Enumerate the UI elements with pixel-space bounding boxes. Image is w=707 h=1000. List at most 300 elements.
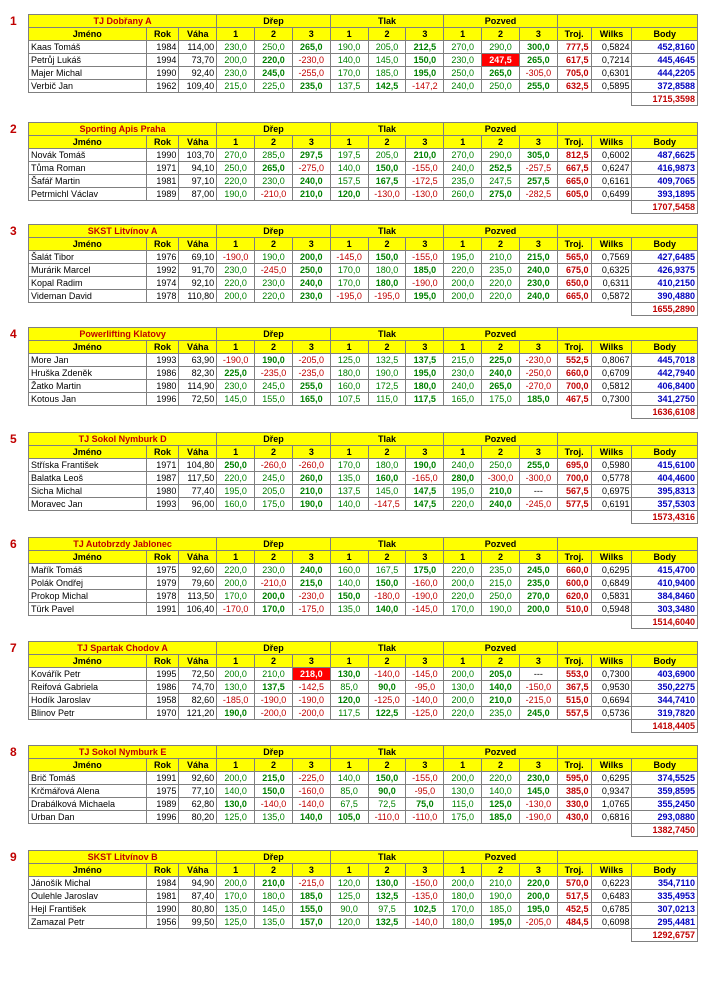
pozved-header: Pozved	[444, 15, 558, 28]
pozved-attempt: 240,0	[444, 380, 482, 393]
team-header-row	[29, 328, 698, 341]
tlak-attempt: -110,0	[406, 811, 444, 824]
athlete-row	[29, 290, 698, 303]
total-spacer	[29, 616, 632, 629]
total-troj: 467,5	[557, 393, 591, 406]
tlak-attempt: 150,0	[368, 772, 406, 785]
drep-attempt: 190,0	[292, 498, 330, 511]
total-spacer	[29, 929, 632, 942]
tlak-header: Tlak	[330, 15, 444, 28]
athlete-name: Žatko Martin	[29, 380, 147, 393]
pozved-attempt: 230,0	[444, 367, 482, 380]
col-troj: Troj.	[557, 28, 591, 41]
total-spacer	[29, 511, 632, 524]
drep-attempt: -205,0	[292, 354, 330, 367]
total-troj: 660,0	[557, 367, 591, 380]
body-points: 293,0880	[632, 811, 698, 824]
pozved-attempt: -205,0	[519, 916, 557, 929]
wilks-coef: 0,5812	[591, 380, 632, 393]
header-spacer	[557, 642, 697, 655]
col-attempt-1: 1	[217, 551, 255, 564]
total-troj: 632,5	[557, 80, 591, 93]
col-body: Body	[632, 136, 698, 149]
pozved-attempt: -300,0	[519, 472, 557, 485]
athlete-year: 1986	[146, 367, 179, 380]
athlete-year: 1970	[146, 707, 179, 720]
pozved-attempt: 280,0	[444, 472, 482, 485]
total-troj: 777,5	[557, 41, 591, 54]
pozved-attempt: 200,0	[444, 577, 482, 590]
team-total-row	[29, 201, 698, 214]
drep-attempt: 140,0	[217, 785, 255, 798]
total-troj: 620,0	[557, 590, 591, 603]
pozved-attempt: 210,0	[482, 694, 520, 707]
tlak-attempt: 190,0	[368, 367, 406, 380]
tlak-attempt: 132,5	[368, 354, 406, 367]
wilks-coef: 0,9530	[591, 681, 632, 694]
pozved-attempt: 220,0	[482, 772, 520, 785]
athlete-year: 1981	[146, 175, 179, 188]
tlak-attempt: 142,5	[368, 80, 406, 93]
col-attempt-2: 2	[368, 864, 406, 877]
body-points: 403,6900	[632, 668, 698, 681]
athlete-weight: 74,70	[179, 681, 217, 694]
athlete-weight: 72,50	[179, 668, 217, 681]
body-points: 307,0213	[632, 903, 698, 916]
col-body: Body	[632, 341, 698, 354]
total-troj: 650,0	[557, 277, 591, 290]
team-header-row	[29, 851, 698, 864]
drep-attempt: -190,0	[255, 694, 293, 707]
pozved-attempt: 215,0	[444, 354, 482, 367]
tlak-attempt: 135,0	[330, 472, 368, 485]
tlak-attempt: 117,5	[330, 707, 368, 720]
tlak-attempt: 172,5	[368, 380, 406, 393]
col-attempt-1: 1	[444, 655, 482, 668]
pozved-attempt: 245,0	[519, 564, 557, 577]
col-attempt-3: 3	[406, 136, 444, 149]
pozved-attempt: 175,0	[482, 393, 520, 406]
pozved-attempt: 275,0	[482, 188, 520, 201]
athlete-row	[29, 603, 698, 616]
pozved-attempt: 220,0	[444, 564, 482, 577]
drep-attempt: -190,0	[217, 251, 255, 264]
tlak-attempt: 150,0	[330, 590, 368, 603]
col-attempt-1: 1	[444, 551, 482, 564]
tlak-attempt: 120,0	[330, 694, 368, 707]
total-troj: 700,0	[557, 380, 591, 393]
team-header-row	[29, 225, 698, 238]
drep-attempt: -160,0	[292, 785, 330, 798]
pozved-attempt: 180,0	[444, 916, 482, 929]
pozved-attempt: 215,0	[519, 251, 557, 264]
total-troj: 330,0	[557, 798, 591, 811]
total-troj: 665,0	[557, 290, 591, 303]
col-troj: Troj.	[557, 341, 591, 354]
team-rank: 2	[10, 122, 17, 136]
wilks-coef: 0,7300	[591, 668, 632, 681]
athlete-weight: 106,40	[179, 603, 217, 616]
col-rok: Rok	[146, 759, 179, 772]
total-troj: 617,5	[557, 54, 591, 67]
athlete-name: Reifová Gabriela	[29, 681, 147, 694]
drep-attempt: 230,0	[217, 67, 255, 80]
athlete-weight: 62,80	[179, 798, 217, 811]
pozved-attempt: 230,0	[519, 277, 557, 290]
team-total-row	[29, 93, 698, 106]
drep-attempt: 220,0	[255, 54, 293, 67]
athlete-name: Majer Michal	[29, 67, 147, 80]
col-jmeno: Jméno	[29, 28, 147, 41]
team-total-points: 1382,7450	[632, 824, 698, 837]
body-points: 303,3480	[632, 603, 698, 616]
col-attempt-2: 2	[255, 238, 293, 251]
pozved-attempt: ---	[519, 668, 557, 681]
athlete-weight: 92,10	[179, 277, 217, 290]
tlak-attempt: -165,0	[406, 472, 444, 485]
body-points: 442,7940	[632, 367, 698, 380]
athlete-name: Kaas Tomáš	[29, 41, 147, 54]
athlete-year: 1978	[146, 290, 179, 303]
drep-attempt: -235,0	[255, 367, 293, 380]
column-header-row	[29, 551, 698, 564]
athlete-year: 1989	[146, 188, 179, 201]
col-jmeno: Jméno	[29, 446, 147, 459]
athlete-year: 1962	[146, 80, 179, 93]
body-points: 344,7410	[632, 694, 698, 707]
col-attempt-1: 1	[330, 551, 368, 564]
drep-attempt: -245,0	[255, 264, 293, 277]
drep-attempt: 230,0	[255, 277, 293, 290]
pozved-attempt: 185,0	[482, 811, 520, 824]
tlak-attempt: -110,0	[368, 811, 406, 824]
col-attempt-3: 3	[406, 238, 444, 251]
wilks-coef: 0,6223	[591, 877, 632, 890]
col-rok: Rok	[146, 551, 179, 564]
pozved-header: Pozved	[444, 851, 558, 864]
pozved-attempt: 145,0	[519, 785, 557, 798]
tlak-attempt: 117,5	[406, 393, 444, 406]
body-points: 410,2150	[632, 277, 698, 290]
athlete-row	[29, 264, 698, 277]
athlete-year: 1958	[146, 694, 179, 707]
drep-attempt: 240,0	[292, 277, 330, 290]
total-troj: 515,0	[557, 694, 591, 707]
tlak-attempt: 120,0	[330, 188, 368, 201]
team-name: SKST Litvínov B	[29, 851, 217, 864]
team-header-row	[29, 642, 698, 655]
pozved-attempt: 140,0	[482, 785, 520, 798]
drep-attempt: 200,0	[217, 772, 255, 785]
athlete-name: Verbič Jan	[29, 80, 147, 93]
athlete-weight: 114,00	[179, 41, 217, 54]
col-attempt-2: 2	[368, 28, 406, 41]
athlete-year: 1980	[146, 380, 179, 393]
col-attempt-3: 3	[406, 28, 444, 41]
athlete-name: Tůma Roman	[29, 162, 147, 175]
drep-attempt: 200,0	[217, 877, 255, 890]
tlak-attempt: -95,0	[406, 785, 444, 798]
col-rok: Rok	[146, 341, 179, 354]
results-table	[28, 327, 698, 419]
wilks-coef: 0,6709	[591, 367, 632, 380]
athlete-year: 1956	[146, 916, 179, 929]
drep-attempt: 265,0	[292, 41, 330, 54]
athlete-weight: 110,80	[179, 290, 217, 303]
tlak-attempt: -147,5	[368, 498, 406, 511]
body-points: 395,8313	[632, 485, 698, 498]
team-total-points: 1715,3598	[632, 93, 698, 106]
pozved-attempt: 247,5	[482, 175, 520, 188]
tlak-attempt: 167,5	[368, 175, 406, 188]
athlete-year: 1978	[146, 590, 179, 603]
total-troj: 700,0	[557, 472, 591, 485]
total-spacer	[29, 201, 632, 214]
drep-attempt: -190,0	[292, 694, 330, 707]
col-attempt-2: 2	[368, 759, 406, 772]
drep-attempt: 160,0	[217, 498, 255, 511]
team-total-points: 1292,6757	[632, 929, 698, 942]
drep-attempt: 270,0	[217, 149, 255, 162]
col-body: Body	[632, 551, 698, 564]
tlak-attempt: 205,0	[368, 41, 406, 54]
pozved-attempt: 190,0	[482, 603, 520, 616]
drep-attempt: 225,0	[217, 367, 255, 380]
pozved-attempt: 140,0	[482, 681, 520, 694]
athlete-year: 1987	[146, 472, 179, 485]
tlak-attempt: 167,5	[368, 564, 406, 577]
athlete-row	[29, 380, 698, 393]
pozved-attempt: -215,0	[519, 694, 557, 707]
athlete-weight: 80,80	[179, 903, 217, 916]
drep-attempt: 190,0	[217, 188, 255, 201]
tlak-attempt: 147,5	[406, 498, 444, 511]
pozved-attempt: 255,0	[519, 459, 557, 472]
tlak-attempt: -190,0	[406, 590, 444, 603]
pozved-attempt: 240,0	[444, 80, 482, 93]
col-attempt-3: 3	[519, 446, 557, 459]
col-attempt-3: 3	[292, 341, 330, 354]
col-attempt-3: 3	[292, 551, 330, 564]
pozved-attempt: 200,0	[444, 772, 482, 785]
athlete-year: 1989	[146, 798, 179, 811]
team-total-row	[29, 511, 698, 524]
drep-header: Dřep	[217, 433, 331, 446]
tlak-attempt: 132,5	[368, 916, 406, 929]
body-points: 319,7820	[632, 707, 698, 720]
body-points: 452,8160	[632, 41, 698, 54]
pozved-attempt: 205,0	[482, 668, 520, 681]
athlete-name: Kovářík Petr	[29, 668, 147, 681]
tlak-attempt: -140,0	[406, 916, 444, 929]
pozved-attempt: 305,0	[519, 149, 557, 162]
wilks-coef: 0,6295	[591, 564, 632, 577]
tlak-attempt: 105,0	[330, 811, 368, 824]
athlete-row	[29, 811, 698, 824]
col-troj: Troj.	[557, 136, 591, 149]
pozved-attempt: 130,0	[444, 681, 482, 694]
pozved-attempt: 290,0	[482, 149, 520, 162]
col-attempt-3: 3	[292, 238, 330, 251]
total-troj: 430,0	[557, 811, 591, 824]
total-spacer	[29, 406, 632, 419]
athlete-weight: 114,90	[179, 380, 217, 393]
col-attempt-2: 2	[368, 136, 406, 149]
pozved-header: Pozved	[444, 433, 558, 446]
body-points: 444,2205	[632, 67, 698, 80]
wilks-coef: 0,7569	[591, 251, 632, 264]
drep-attempt: 230,0	[217, 41, 255, 54]
total-spacer	[29, 824, 632, 837]
pozved-header: Pozved	[444, 328, 558, 341]
body-points: 427,6485	[632, 251, 698, 264]
drep-attempt: 155,0	[292, 903, 330, 916]
athlete-row	[29, 498, 698, 511]
tlak-attempt: -145,0	[406, 603, 444, 616]
col-attempt-1: 1	[217, 28, 255, 41]
drep-attempt: 215,0	[255, 772, 293, 785]
athlete-weight: 87,40	[179, 890, 217, 903]
total-troj: 567,5	[557, 485, 591, 498]
wilks-coef: 0,8067	[591, 354, 632, 367]
pozved-attempt: 220,0	[444, 264, 482, 277]
col-attempt-1: 1	[330, 446, 368, 459]
drep-attempt: -175,0	[292, 603, 330, 616]
drep-attempt: 260,0	[292, 472, 330, 485]
athlete-name: Stříska František	[29, 459, 147, 472]
wilks-coef: 0,5831	[591, 590, 632, 603]
athlete-row	[29, 54, 698, 67]
col-body: Body	[632, 655, 698, 668]
pozved-attempt: -130,0	[519, 798, 557, 811]
tlak-attempt: -180,0	[368, 590, 406, 603]
tlak-attempt: 132,5	[368, 890, 406, 903]
tlak-attempt: -130,0	[406, 188, 444, 201]
athlete-name: Polák Ondřej	[29, 577, 147, 590]
pozved-attempt: -300,0	[482, 472, 520, 485]
col-attempt-1: 1	[444, 759, 482, 772]
total-troj: 595,0	[557, 772, 591, 785]
tlak-attempt: 170,0	[330, 67, 368, 80]
drep-attempt: 170,0	[255, 603, 293, 616]
drep-attempt: 190,0	[217, 707, 255, 720]
team-total-points: 1655,2890	[632, 303, 698, 316]
team-name: TJ Dobřany A	[29, 15, 217, 28]
athlete-name: Šalát Tibor	[29, 251, 147, 264]
tlak-attempt: 195,0	[406, 367, 444, 380]
athlete-year: 1971	[146, 459, 179, 472]
tlak-attempt: 150,0	[368, 162, 406, 175]
athlete-row	[29, 367, 698, 380]
col-wilks: Wilks	[591, 238, 632, 251]
pozved-attempt: 240,0	[444, 459, 482, 472]
athlete-name: Kopal Radim	[29, 277, 147, 290]
pozved-attempt: 235,0	[519, 577, 557, 590]
drep-header: Dřep	[217, 851, 331, 864]
total-troj: 552,5	[557, 354, 591, 367]
drep-attempt: -235,0	[292, 367, 330, 380]
tlak-attempt: 147,5	[406, 485, 444, 498]
athlete-weight: 94,10	[179, 162, 217, 175]
col-attempt-1: 1	[330, 238, 368, 251]
pozved-attempt: -245,0	[519, 498, 557, 511]
tlak-attempt: -172,5	[406, 175, 444, 188]
drep-header: Dřep	[217, 225, 331, 238]
athlete-weight: 94,90	[179, 877, 217, 890]
col-jmeno: Jméno	[29, 864, 147, 877]
total-troj: 667,5	[557, 162, 591, 175]
athlete-name: Videman David	[29, 290, 147, 303]
team-name: TJ Autobrzdy Jablonec	[29, 538, 217, 551]
athlete-year: 1975	[146, 785, 179, 798]
pozved-attempt: 210,0	[482, 877, 520, 890]
col-attempt-2: 2	[255, 551, 293, 564]
pozved-attempt: 252,5	[482, 162, 520, 175]
col-attempt-2: 2	[368, 238, 406, 251]
total-spacer	[29, 93, 632, 106]
wilks-coef: 0,6301	[591, 67, 632, 80]
pozved-attempt: 250,0	[482, 80, 520, 93]
col-attempt-1: 1	[217, 759, 255, 772]
athlete-weight: 96,00	[179, 498, 217, 511]
tlak-attempt: 120,0	[330, 877, 368, 890]
column-header-row	[29, 28, 698, 41]
col-body: Body	[632, 759, 698, 772]
drep-attempt: -215,0	[292, 877, 330, 890]
athlete-name: Jánošík Michal	[29, 877, 147, 890]
tlak-attempt: 85,0	[330, 681, 368, 694]
pozved-attempt: 240,0	[444, 162, 482, 175]
pozved-attempt: -150,0	[519, 681, 557, 694]
athlete-row	[29, 162, 698, 175]
pozved-attempt: 220,0	[444, 707, 482, 720]
pozved-attempt: 180,0	[444, 890, 482, 903]
total-troj: 570,0	[557, 877, 591, 890]
pozved-attempt: 195,0	[519, 903, 557, 916]
col-vaha: Váha	[179, 864, 217, 877]
drep-attempt: -260,0	[292, 459, 330, 472]
header-spacer	[557, 15, 697, 28]
col-rok: Rok	[146, 446, 179, 459]
pozved-attempt: 210,0	[482, 251, 520, 264]
total-troj: 605,0	[557, 188, 591, 201]
total-troj: 660,0	[557, 564, 591, 577]
body-points: 350,2275	[632, 681, 698, 694]
col-attempt-3: 3	[406, 655, 444, 668]
athlete-year: 1995	[146, 668, 179, 681]
team-total-row	[29, 616, 698, 629]
col-attempt-2: 2	[368, 551, 406, 564]
drep-attempt: 230,0	[255, 175, 293, 188]
tlak-attempt: -155,0	[406, 251, 444, 264]
total-troj: 557,5	[557, 707, 591, 720]
pozved-attempt: -270,0	[519, 380, 557, 393]
drep-attempt: 250,0	[217, 162, 255, 175]
drep-header: Dřep	[217, 123, 331, 136]
drep-attempt: 150,0	[255, 785, 293, 798]
athlete-name: Zamazal Petr	[29, 916, 147, 929]
team-header-row	[29, 15, 698, 28]
wilks-coef: 0,6499	[591, 188, 632, 201]
athlete-weight: 82,60	[179, 694, 217, 707]
team-rank: 5	[10, 432, 17, 446]
drep-attempt: -230,0	[292, 590, 330, 603]
col-attempt-2: 2	[482, 551, 520, 564]
results-table	[28, 14, 698, 106]
drep-attempt: 170,0	[217, 890, 255, 903]
body-points: 374,5525	[632, 772, 698, 785]
athlete-row	[29, 277, 698, 290]
